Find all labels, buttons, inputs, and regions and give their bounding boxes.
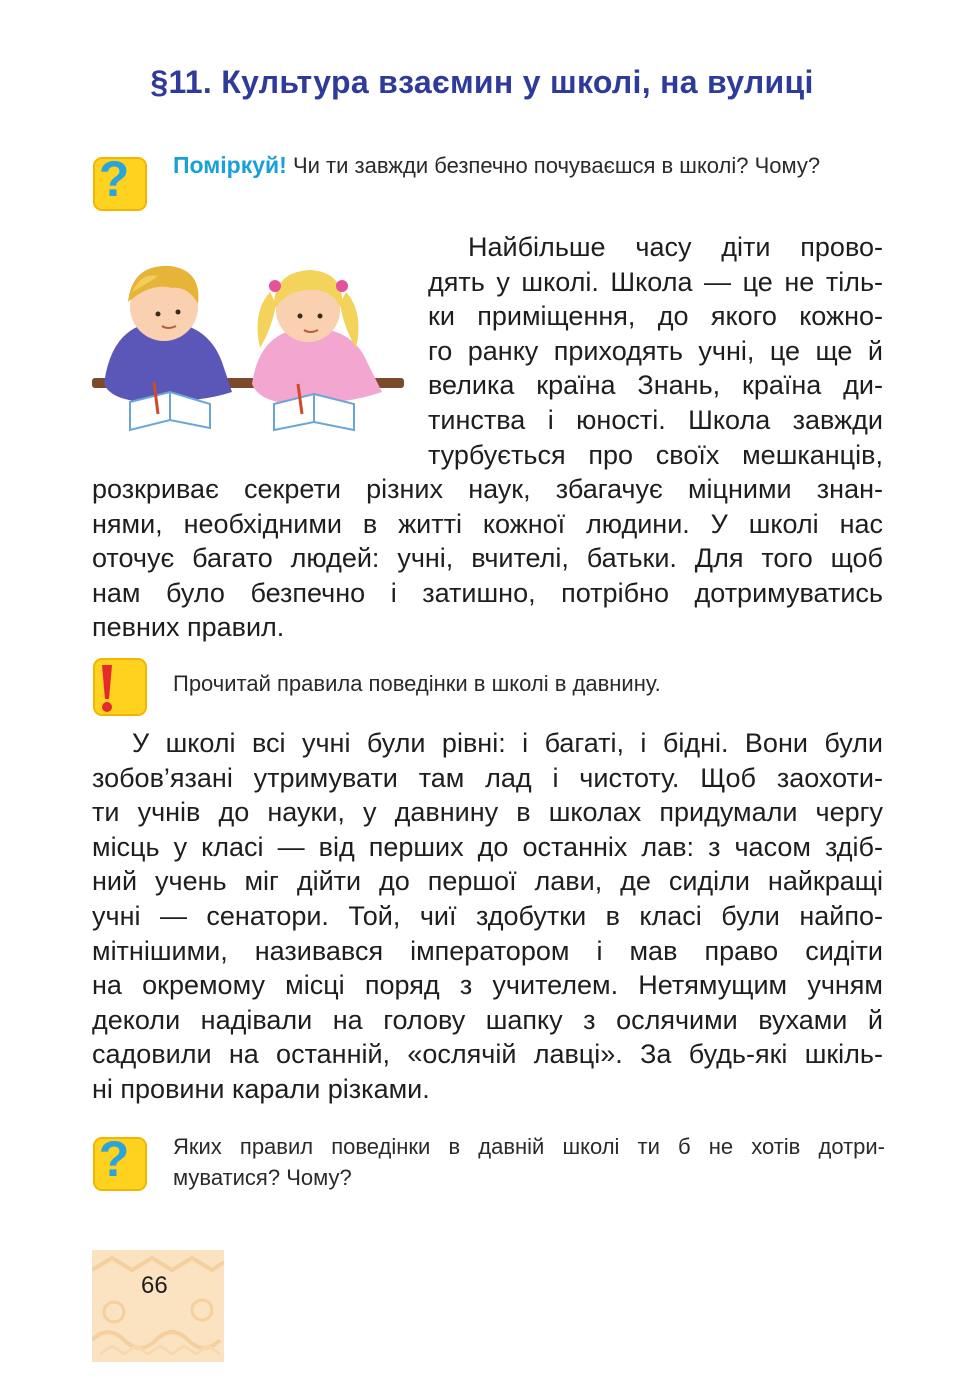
text-line: на окремому місці поряд з учителем. Нетямущим учням <box>92 970 883 1001</box>
text-line: дять у школі. Школа — це не тіль- <box>428 266 883 297</box>
page-number: 66 <box>141 1272 168 1299</box>
text-line: деколи надівали на голову шапку з ослячими вухами й <box>92 1004 883 1035</box>
intro-paragraph-bottom <box>92 472 883 645</box>
text-line: ний учень міг дійти до першої лави, де сиділи найкращі <box>92 866 883 897</box>
text-line: У школі всі учні були рівні: і багаті, і бідні. Вони були <box>132 728 883 758</box>
think-question: Чи ти завжди безпечно почуваєшся в школі? Чому? <box>286 153 821 178</box>
text-line: Найбільше часу діти прово- <box>468 232 883 262</box>
text-line: ні провини карали різками. <box>92 1073 430 1104</box>
text-line: оточує багато людей: учні, вчителі, батьки. Для того щоб <box>92 543 883 574</box>
exclamation-icon <box>92 655 150 717</box>
children-writing-illustration <box>92 252 404 452</box>
text-line: нями, необхідними в житті кожної людини. У школі нас <box>92 508 883 539</box>
page-title: §11. Культура взаємин у школі, на вулиці <box>150 64 814 100</box>
history-paragraph <box>92 726 883 1107</box>
question-line: Яких правил поведінки в давній школі ти б не хотів дотри- <box>173 1134 885 1159</box>
question-icon <box>92 150 150 212</box>
intro-paragraph-top <box>428 230 883 472</box>
text-line: ти учнів до науки, у давнину в школах придумали чергу <box>92 797 883 828</box>
svg-text:?: ? <box>98 1131 130 1187</box>
think-prompt <box>173 150 885 181</box>
text-line: нам було безпечно і затишно, потрібно дотримуватись <box>92 577 883 608</box>
text-line: го ранку приходять учні, це ще й <box>428 335 883 366</box>
final-question <box>173 1131 885 1193</box>
text-line: тинства і юності. Школа завжди <box>428 404 883 435</box>
text-line: певних правил. <box>92 612 285 643</box>
text-line: зобов’язані утримувати там лад і чистоту. Щоб заохоти- <box>92 762 883 793</box>
text-line: ки приміщення, до якого кожно- <box>428 301 883 332</box>
page-number-ornament <box>92 1250 224 1362</box>
think-highlight: Поміркуй! <box>173 152 287 178</box>
svg-text:?: ? <box>98 151 130 207</box>
text-line: велика країна Знань, країна ди- <box>428 370 883 401</box>
question-line: муватися? Чому? <box>173 1165 352 1190</box>
text-line: турбується про своїх мешканців, <box>428 439 883 470</box>
text-line: місць у класі — від перших до останніх лав: з часом здіб- <box>92 831 883 862</box>
text-line: садовили на останній, «ослячій лавці». За будь-які шкіль- <box>92 1039 883 1070</box>
text-line: розкриває секрети різних наук, збагачує міцними знан- <box>92 474 883 504</box>
text-line: учні — сенатори. Той, чиї здобутки в класі були найпо- <box>92 900 883 931</box>
read-prompt: Прочитай правила поведінки в школі в давнину. <box>173 671 661 696</box>
question-icon <box>92 1130 150 1192</box>
text-line: мітнішими, називався імператором і мав право сидіти <box>92 935 883 966</box>
